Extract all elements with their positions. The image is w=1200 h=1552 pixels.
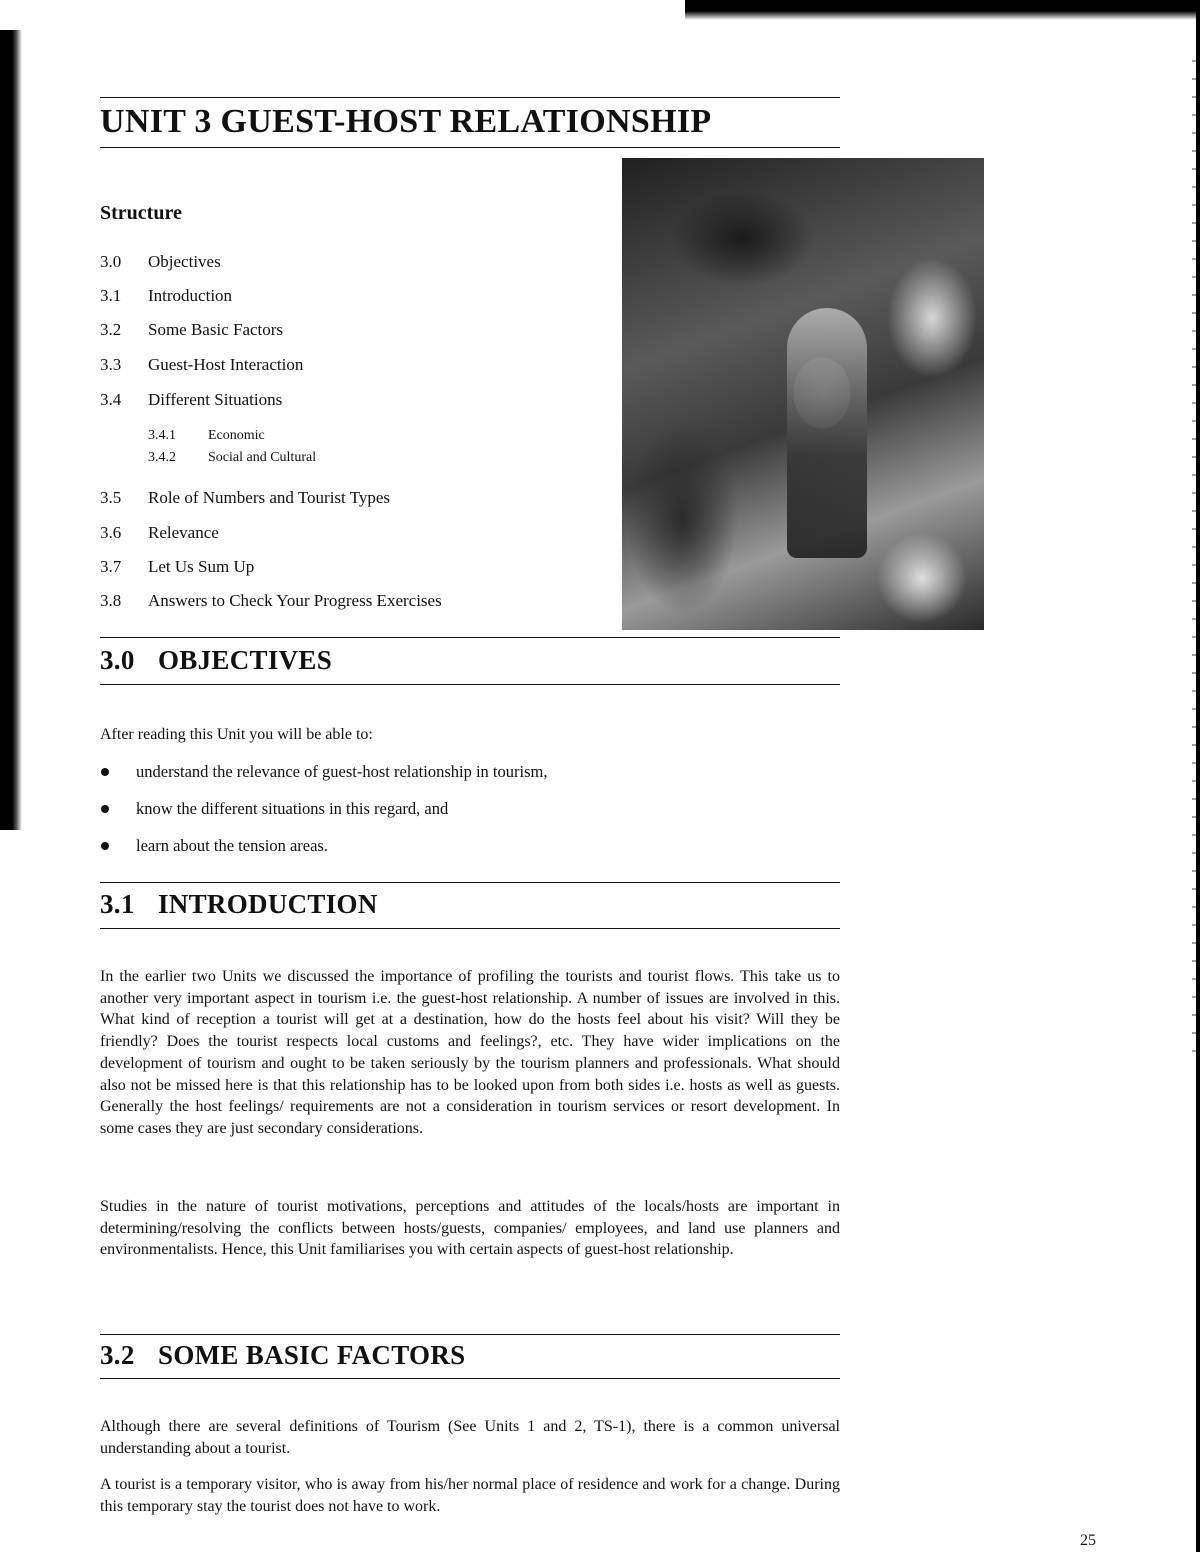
scan-right-speckle <box>1192 60 1196 1060</box>
basic-factors-paragraph-2: A tourist is a temporary visitor, who is away from his/her normal place of residence and work for a change. During this temporary stay the tourist does not have to work. <box>100 1476 840 1515</box>
page-title: UNIT 3 GUEST-HOST RELATIONSHIP <box>100 103 712 140</box>
list-item: understand the relevance of guest-host relationship in tourism, <box>100 762 547 799</box>
bullet-icon <box>101 768 109 776</box>
objectives-rule-bottom <box>100 684 840 685</box>
objectives-rule-top <box>100 637 840 638</box>
basic-factors-rule-bottom <box>100 1378 840 1379</box>
objectives-intro: After reading this Unit you will be able to: <box>100 726 373 743</box>
objectives-list <box>100 762 547 873</box>
list-item: learn about the tension areas. <box>100 836 547 873</box>
introduction-paragraph-2: Studies in the nature of tourist motivations, perceptions and attitudes of the locals/hosts are important in determining/resolving the conflicts between hosts/guests, companies/ employees, and land use planners and environmentalists. Hence, this Unit familiarises you with certain aspects of guest-host relationship. <box>100 1198 840 1259</box>
basic-factors-paragraph-1: Although there are several definitions of Tourism (See Units 1 and 2, TS-1), there is a common universal understanding about a tourist. <box>100 1418 840 1457</box>
scan-right-edge <box>1196 0 1200 1552</box>
page-number: 25 <box>1080 1532 1096 1549</box>
list-item: know the different situations in this regard, and <box>100 799 547 836</box>
photo-figure-shape <box>787 308 867 558</box>
introduction-rule-bottom <box>100 928 840 929</box>
title-rule-bottom <box>100 147 840 148</box>
bullet-icon <box>101 805 109 813</box>
bullet-icon <box>101 842 109 850</box>
structure-heading: Structure <box>100 202 182 224</box>
objectives-heading: 3.0 OBJECTIVES <box>100 645 333 675</box>
scan-top-bar <box>685 0 1200 20</box>
basic-factors-heading: 3.2 SOME BASIC FACTORS <box>100 1340 466 1370</box>
basic-factors-rule-top <box>100 1334 840 1335</box>
unit-photo <box>622 158 984 630</box>
scan-left-edge <box>0 30 22 830</box>
title-rule-top <box>100 97 840 98</box>
introduction-heading: 3.1 INTRODUCTION <box>100 889 378 919</box>
introduction-paragraph-1: In the earlier two Units we discussed the importance of profiling the tourists and tourist flows. This take us to another very important aspect in tourism i.e. the guest-host relationship. A number of issues are involved in this. What kind of reception a tourist will get at a destination, how do the hosts feel about his visit? Will they be friendly? Does the tourist respects local customs and feelings?, etc. They have wider implications on the development of tourism and ought to be taken seriously by the tourism planners and professionals. What should also not be missed here is that this relationship has to be looked upon from both sides i.e. hosts as well as guests. Generally the host feelings/ requirements are not a consideration in tourism services or resort development. In some cases they are just secondary considerations. <box>100 968 840 1137</box>
introduction-rule-top <box>100 882 840 883</box>
